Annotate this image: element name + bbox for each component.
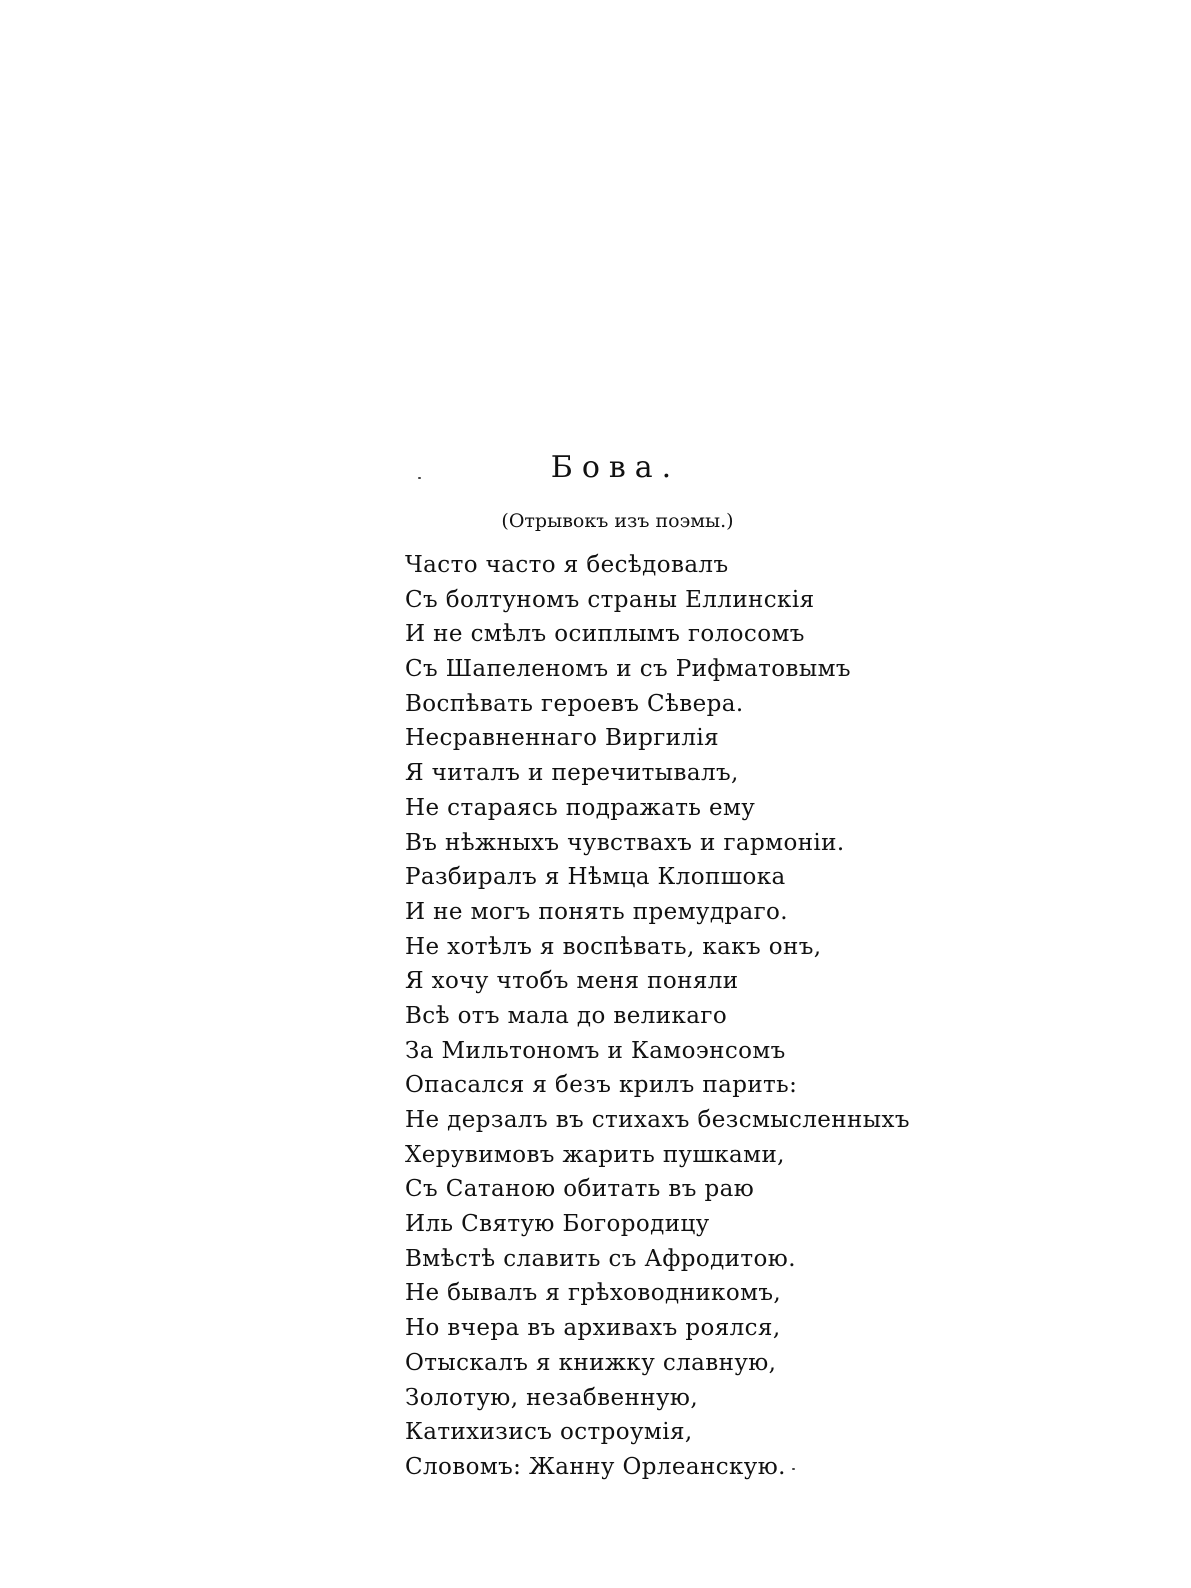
poem-line: За Мильтономъ и Камоэнсомъ [405,1037,786,1064]
poem-line: Не бывалъ я грѣховодникомъ, [405,1280,782,1307]
print-speck [418,477,421,479]
poem-line: И не могъ понять премудраго. [405,898,789,925]
poem-line: Въ нѣжныхъ чувствахъ и гармоніи. [405,829,845,856]
poem-line: Но вчера въ архивахъ роялся, [405,1315,781,1342]
poem-body [405,548,910,1485]
print-speck [792,1468,795,1470]
poem-line: Воспѣвать героевъ Сѣвера. [405,690,744,717]
poem-title: Бова. [550,450,681,485]
poem-line: Не хотѣлъ я воспѣвать, какъ онъ, [405,933,822,960]
poem-line: Херувимовъ жарить пушками, [405,1141,785,1168]
poem-line: Отыскалъ я книжку славную, [405,1349,777,1376]
poem-line: И не смѣлъ осиплымъ голосомъ [405,621,805,648]
poem-line: Я читалъ и перечитывалъ, [405,760,739,787]
poem-line: Я хочу чтобъ меня поняли [405,968,739,995]
poem-line: Разбиралъ я Нѣмца Клопшока [405,864,786,891]
poem-line: Съ Сатаною обитать въ раю [405,1176,755,1203]
poem-line: Съ болтуномъ страны Еллинскія [405,586,815,613]
poem-line: Иль Святую Богородицу [405,1211,710,1238]
poem-line: Съ Шапеленомъ и съ Рифматовымъ [405,656,851,683]
poem-line: Словомъ: Жанну Орлеанскую. [405,1453,786,1480]
poem-line: Часто часто я бесѣдовалъ [405,552,729,578]
poem-line: Не дерзалъ въ стихахъ безсмысленныхъ [405,1107,910,1133]
poem-line: Всѣ отъ мала до великаго [405,1002,728,1029]
poem-line: Вмѣстѣ славить съ Афродитою. [405,1245,796,1272]
poem-line: Золотую, незабвенную, [405,1384,699,1411]
poem-subtitle: (Отрывокъ изъ поэмы.) [501,510,734,532]
poem-line: Катихизисъ остроумія, [405,1419,693,1446]
poem-line: Опасался я безъ крилъ парить: [405,1072,798,1099]
poem-line: Несравненнаго Виргилія [405,725,720,752]
poem-line: Не стараясь подражать ему [405,794,756,821]
